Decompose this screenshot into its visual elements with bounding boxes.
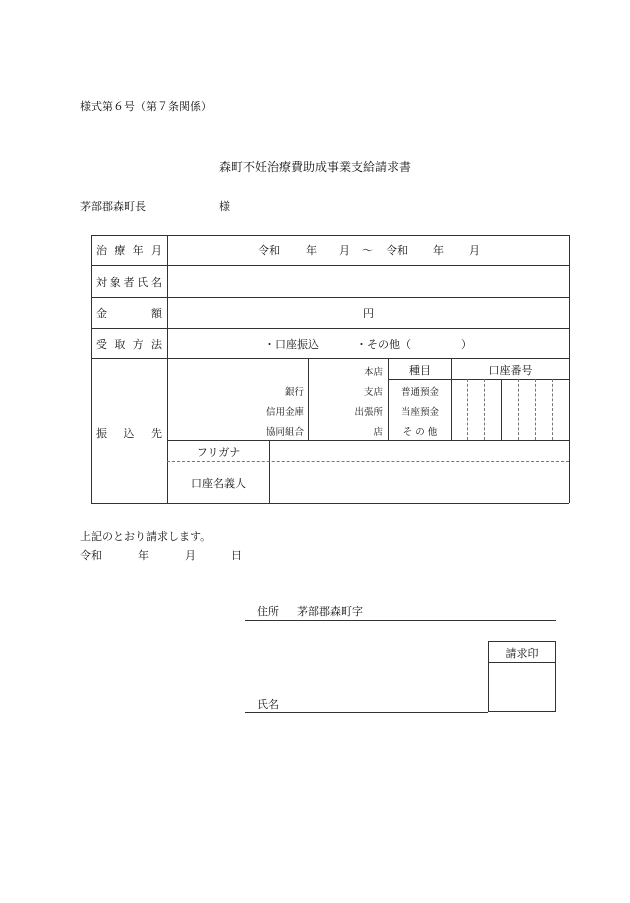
- seal-divider: [489, 662, 555, 663]
- subject-name-field[interactable]: [168, 266, 568, 296]
- amount-label: 金 額: [96, 307, 162, 320]
- option-bank-transfer[interactable]: ・口座振込: [264, 338, 319, 351]
- period-year-start: 年: [306, 244, 317, 257]
- account-number-header: 口座番号: [488, 364, 533, 377]
- name-underline: [245, 712, 488, 713]
- address-value[interactable]: 茅部郡森町字: [297, 605, 363, 618]
- branch-head-office[interactable]: 本店: [363, 367, 383, 378]
- address-label: 住所: [257, 605, 279, 618]
- date-day: 日: [231, 549, 242, 562]
- account-type-header: 種目: [409, 364, 431, 377]
- form-title: 森町不妊治療費助成事業支給請求書: [218, 160, 411, 174]
- option-other-close: ）: [461, 338, 472, 351]
- type-cooperative[interactable]: 協同組合: [265, 427, 304, 438]
- account-holder-label: 口座名義人: [191, 477, 246, 490]
- option-other[interactable]: ・その他（: [356, 338, 411, 351]
- period-era-end: 令和: [386, 244, 408, 257]
- type-bank[interactable]: 銀行: [284, 387, 304, 398]
- amount-field[interactable]: [168, 298, 368, 327]
- name-field[interactable]: [290, 690, 486, 710]
- seal-box[interactable]: [488, 641, 556, 712]
- date-year: 年: [138, 549, 149, 562]
- addressee-honorific: 様: [219, 200, 230, 213]
- branch-store[interactable]: 店: [373, 427, 383, 438]
- furigana-field[interactable]: [270, 441, 568, 460]
- furigana-label: フリガナ: [196, 446, 241, 459]
- treatment-period-label: 治 療 年 月: [96, 244, 162, 257]
- receipt-method-label: 受 取 方 法: [96, 338, 162, 351]
- account-holder-field[interactable]: [270, 462, 568, 502]
- period-month-start: 月: [339, 244, 350, 257]
- type-credit-union[interactable]: 信用金庫: [265, 407, 304, 418]
- period-month-end: 月: [469, 244, 480, 257]
- amount-unit: 円: [363, 307, 374, 320]
- account-number-boxes[interactable]: [452, 380, 569, 439]
- seal-label: 請求印: [505, 647, 539, 660]
- branch-branch[interactable]: 支店: [363, 387, 383, 398]
- subject-name-label: 対 象 者 氏 名: [96, 276, 162, 289]
- transfer-label: 振 込 先: [96, 427, 162, 440]
- form-number: 様式第６号（第７条関係）: [80, 100, 212, 113]
- name-label: 氏名: [257, 698, 279, 711]
- period-separator: ～: [362, 244, 373, 257]
- account-type-other[interactable]: そ の 他: [402, 427, 438, 438]
- request-statement: 上記のとおり請求します。: [80, 530, 212, 543]
- addressee-name: 茅部郡森町長: [80, 200, 146, 213]
- account-type-current[interactable]: 当座預金: [400, 407, 439, 418]
- date-era: 令和: [80, 549, 102, 562]
- branch-sub-office[interactable]: 出張所: [354, 407, 383, 418]
- period-year-end: 年: [433, 244, 444, 257]
- account-type-ordinary[interactable]: 普通預金: [400, 387, 439, 398]
- address-underline: [245, 620, 556, 621]
- date-month: 月: [185, 549, 196, 562]
- period-era-start: 令和: [258, 244, 280, 257]
